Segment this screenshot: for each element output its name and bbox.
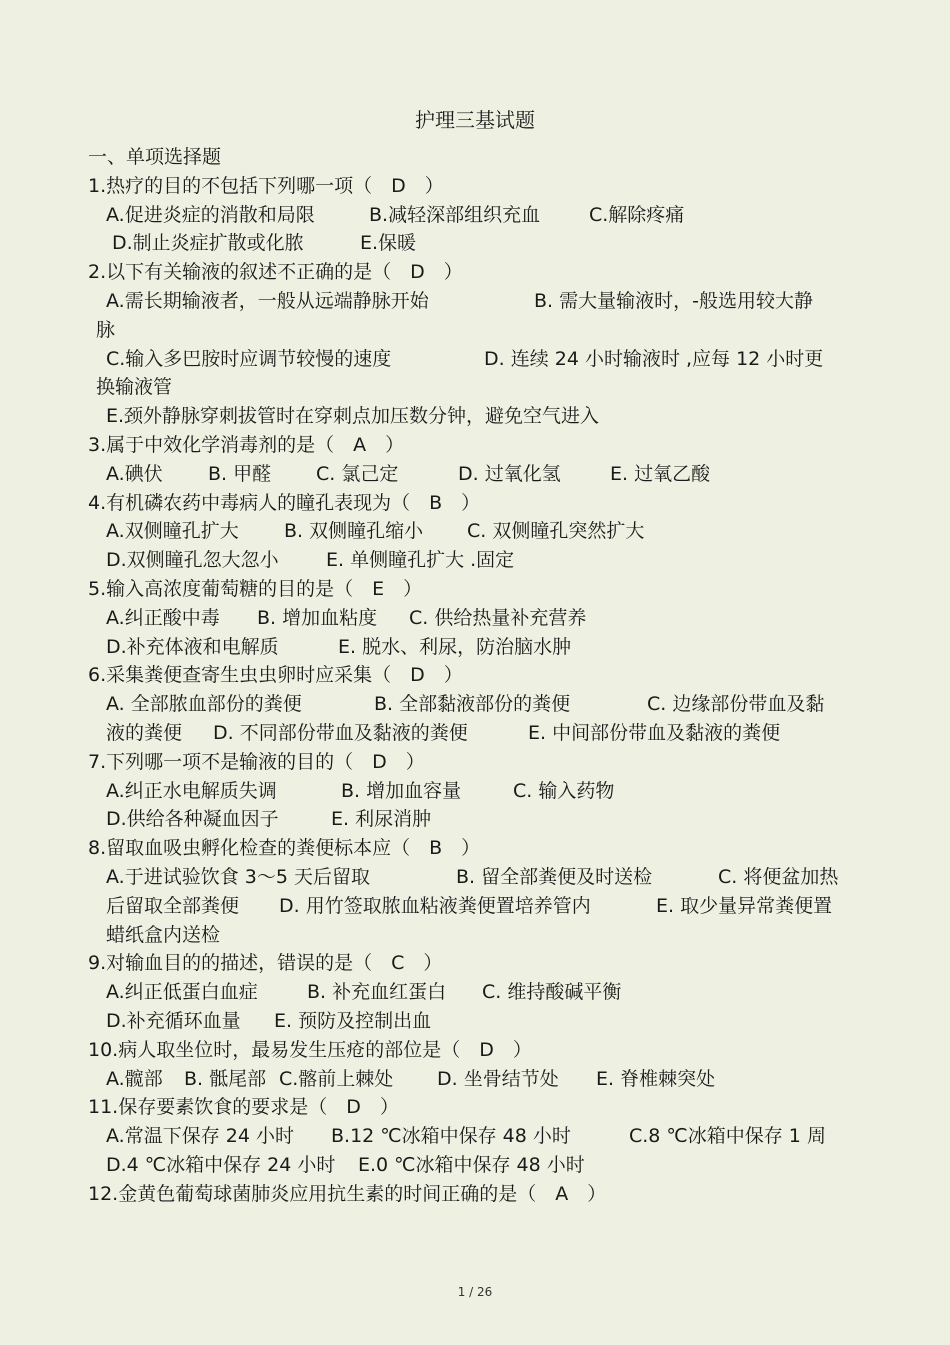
section-heading: 一、单项选择题: [88, 146, 222, 168]
option: A.于进试验饮食 3～5 天后留取: [106, 865, 370, 888]
option: D. 连续 24 小时输液时 ,应每 12 小时更: [484, 347, 824, 370]
option: A.纠正水电解质失调: [106, 779, 277, 802]
option: E. 单侧瞳孔扩大 .固定: [326, 549, 515, 572]
option-row: [88, 229, 860, 258]
option: B. 补充血红蛋白: [307, 981, 447, 1004]
option-continuation: 蜡纸盒内送检: [106, 923, 221, 946]
option-row: [88, 1151, 860, 1180]
option-row: [88, 978, 860, 1007]
option: B. 全部黏液部份的粪便: [374, 693, 571, 716]
question-stem: 4.有机磷农药中毒病人的瞳孔表现为（ B ）: [88, 491, 481, 514]
option: C.髂前上棘处: [279, 1067, 394, 1090]
option-row: [88, 287, 860, 316]
option: E.保暖: [360, 232, 417, 255]
option-row: [88, 546, 860, 575]
option-row: [88, 1065, 860, 1094]
option: B. 双侧瞳孔缩小: [284, 520, 424, 543]
option: C. 维持酸碱平衡: [482, 981, 622, 1004]
option: E. 脊椎棘突处: [596, 1067, 716, 1090]
option-row: [88, 805, 860, 834]
option: A.需长期输液者，一般从远端静脉开始: [106, 289, 429, 312]
option: D. 过氧化氢: [458, 462, 561, 485]
option-row: [88, 719, 860, 748]
option: D. 坐骨结节处: [437, 1067, 559, 1090]
option: B.12 ℃冰箱中保存 48 小时: [331, 1125, 571, 1148]
option-row: [88, 633, 860, 662]
option-row: [88, 1007, 860, 1036]
option-row: [88, 345, 860, 374]
option: B. 需大量输液时，-般选用较大静: [534, 289, 813, 312]
page-title: 护理三基试题: [415, 108, 535, 132]
option: D.双侧瞳孔忽大忽小: [106, 549, 279, 572]
option: B. 留全部粪便及时送检: [456, 865, 653, 888]
option-row: [88, 201, 860, 230]
option: A.纠正酸中毒: [106, 606, 220, 629]
option: E. 利尿消肿: [331, 808, 432, 831]
question-stem: 3.属于中效化学消毒剂的是（ A ）: [88, 433, 405, 456]
option: C. 供给热量补充营养: [409, 606, 587, 629]
option: E. 取少量异常粪便置: [656, 894, 833, 917]
option: D.供给各种凝血因子: [106, 808, 279, 831]
option: C.输入多巴胺时应调节较慢的速度: [106, 347, 392, 370]
option: B. 骶尾部: [184, 1067, 267, 1090]
option: C.解除疼痛: [589, 203, 685, 226]
option: A.促进炎症的消散和局限: [106, 203, 315, 226]
question-stem: 6.采集粪便查寄生虫虫卵时应采集（ D ）: [88, 664, 463, 687]
option: D. 用竹签取脓血粘液粪便置培养管内: [279, 894, 591, 917]
question-stem: 8.留取血吸虫孵化检查的粪便标本应（ B ）: [88, 837, 481, 860]
option-row: [88, 892, 860, 921]
option-row: [88, 460, 860, 489]
option-row: [88, 402, 860, 431]
option: E. 过氧乙酸: [610, 462, 711, 485]
question-stem: 7.下列哪一项不是输液的目的（ D ）: [88, 750, 425, 773]
option: A.双侧瞳孔扩大: [106, 520, 239, 543]
question-stem: 1.热疗的目的不包括下列哪一项（ D ）: [88, 174, 444, 197]
option-row: [88, 1122, 860, 1151]
option: A. 全部脓血部份的粪便: [106, 693, 302, 716]
option: D. 不同部份带血及黏液的粪便: [213, 721, 468, 744]
option: C. 边缘部份带血及黏: [647, 693, 825, 716]
option: A.碘伏: [106, 462, 163, 485]
option: E.颈外静脉穿刺拔管时在穿刺点加压数分钟，避免空气进入: [106, 405, 600, 428]
option: C. 将便盆加热: [718, 865, 839, 888]
option: C. 氯己定: [316, 462, 399, 485]
option: B.减轻深部组织充血: [369, 203, 541, 226]
option: B. 增加血容量: [341, 779, 462, 802]
option: C. 输入药物: [513, 779, 615, 802]
option: E. 脱水、利尿，防治脑水肿: [338, 635, 572, 658]
option: B. 增加血粘度: [257, 606, 378, 629]
question-stem: 11.保存要素饮食的要求是（ D ）: [88, 1096, 399, 1119]
question-list: [88, 143, 860, 1208]
question-stem: 12.金黄色葡萄球菌肺炎应用抗生素的时间正确的是（ A ）: [88, 1182, 607, 1205]
option-continuation: 脉: [96, 318, 116, 341]
option: E.0 ℃冰箱中保存 48 小时: [358, 1153, 585, 1176]
question-stem: 5.输入高浓度葡萄糖的目的是（ E ）: [88, 577, 423, 600]
option: E. 中间部份带血及黏液的粪便: [528, 721, 781, 744]
question-stem: 2.以下有关输液的叙述不正确的是（ D ）: [88, 261, 463, 284]
option: A.常温下保存 24 小时: [106, 1125, 294, 1148]
page-number: 1 / 26: [457, 1285, 493, 1299]
option: A.纠正低蛋白血症: [106, 981, 258, 1004]
option: B. 甲醛: [208, 462, 272, 485]
option: E. 预防及控制出血: [274, 1009, 432, 1032]
option: 后留取全部粪便: [106, 894, 240, 917]
option: C. 双侧瞳孔突然扩大: [467, 520, 645, 543]
question-stem: 10.病人取坐位时，最易发生压疮的部位是（ D ）: [88, 1038, 532, 1061]
question-stem: 9.对输血目的的描述，错误的是（ C ）: [88, 952, 443, 975]
option: D.补充体液和电解质: [106, 635, 279, 658]
option-row: [88, 517, 860, 546]
option-row: [88, 777, 860, 806]
option: D.制止炎症扩散或化脓: [112, 232, 304, 255]
option: C.8 ℃冰箱中保存 1 周: [629, 1125, 826, 1148]
option-row: [88, 604, 860, 633]
option: D.补充循环血量: [106, 1009, 241, 1032]
option-row: [88, 863, 860, 892]
option-continuation: 换输液管: [96, 376, 173, 399]
option: 液的粪便: [106, 721, 183, 744]
option-row: [88, 690, 860, 719]
option: A.髋部: [106, 1067, 163, 1090]
option: D.4 ℃冰箱中保存 24 小时: [106, 1153, 336, 1176]
